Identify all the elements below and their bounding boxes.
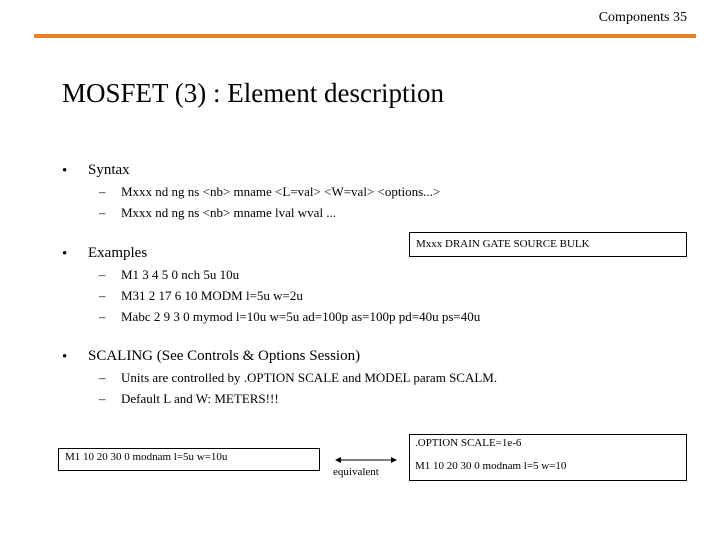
dash-marker: – [99,205,106,220]
dash-marker: – [99,288,106,303]
slide-title: MOSFET (3) : Element description [62,78,444,108]
scaling-item-1: Units are controlled by .OPTION SCALE and MODEL param SCALM. [121,370,498,385]
example-item-3: Mabc 2 9 3 0 mymod l=10u w=5u ad=100p as=100p pd=40u ps=40u [121,309,481,324]
header-rule [34,34,696,38]
dash-marker: – [99,370,106,385]
bullet-marker: • [62,163,68,179]
double-arrow-icon [335,455,397,465]
dash-marker: – [99,391,106,406]
syntax-item-2: Mxxx nd ng ns <nb> mname lval wval ... [121,205,337,220]
scaled-statement-box: M1 10 20 30 0 modnam l=5u w=10u [58,448,320,471]
scaling-item-2: Default L and W: METERS!!! [121,391,279,406]
dash-marker: – [99,309,106,324]
syntax-item-1: Mxxx nd ng ns <nb> mname <L=val> <W=val> <options...> [121,184,441,199]
bullet-marker: • [62,246,68,262]
bullet-scaling: SCALING (See Controls & Options Session) [88,348,361,364]
bullet-examples: Examples [88,245,148,261]
example-item-1: M1 3 4 5 0 nch 5u 10u [121,267,240,282]
bullet-syntax: Syntax [88,162,130,178]
dash-marker: – [99,184,106,199]
bullet-marker: • [62,349,68,365]
equivalent-label: equivalent [333,466,379,478]
example-item-2: M31 2 17 6 10 MODM l=5u w=2u [121,288,303,303]
node-order-note: Mxxx DRAIN GATE SOURCE BULK [409,232,687,257]
option-scale-box: .OPTION SCALE=1e-6 [409,434,687,481]
equivalent-statement: M1 10 20 30 0 modnam l=5 w=10 [415,460,567,472]
page-header: Components 35 [598,10,687,25]
dash-marker: – [99,267,106,282]
